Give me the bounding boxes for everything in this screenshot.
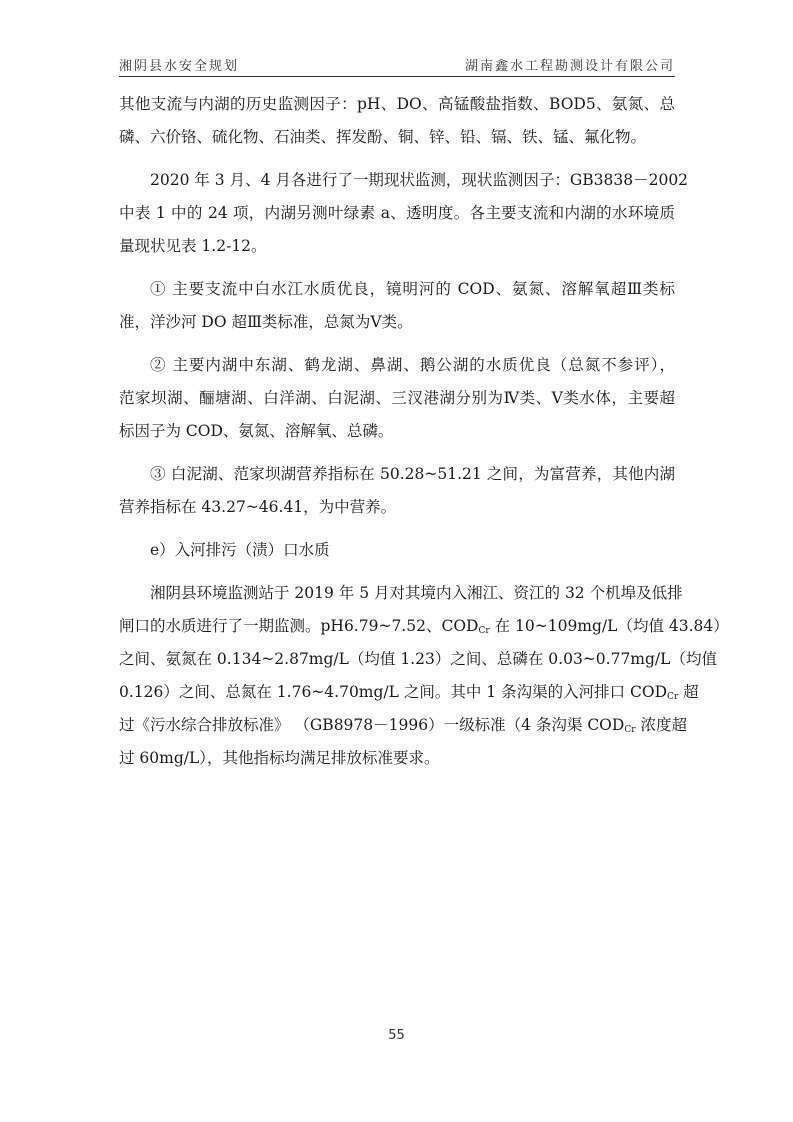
paragraph-outfall-monitoring bbox=[119, 577, 729, 775]
text-line: 量现状见表 1.2-12。 bbox=[119, 237, 267, 255]
page-header bbox=[119, 50, 675, 77]
text-line: 标因子为 COD、氨氮、溶解氧、总磷。 bbox=[119, 422, 394, 440]
paragraph-monitoring-factors bbox=[119, 88, 675, 154]
document-body bbox=[119, 88, 729, 775]
text-line: 过《污水综合排放标准》 （GB8978－1996）一级标准（4 条沟渠 $COD_{Cr}$ 浓度超 bbox=[119, 716, 687, 735]
text-line: 准，洋沙河 DO 超Ⅲ类标准，总氮为Ⅴ类。 bbox=[119, 313, 413, 331]
text-line: 中表 1 中的 24 项，内湖另测叶绿素 a、透明度。各主要支流和内湖的水环境质 bbox=[119, 204, 675, 222]
paragraph-item-2-inner-lakes bbox=[119, 349, 675, 448]
section-heading-outfall-water-quality bbox=[119, 534, 675, 567]
text-line: 0.126）之间、总氮在 1.76~4.70mg/L 之间。其中 1 条沟渠的入河排口 $COD_{Cr}$ 超 bbox=[119, 683, 699, 702]
text-line: 过 60mg/L），其他指标均满足排放标准要求。 bbox=[119, 749, 440, 767]
text-line: ② 主要内湖中东湖、鹤龙湖、鼻湖、鹅公湖的水质优良（总氮不参评）， bbox=[150, 356, 675, 374]
text-line: 营养指标在 43.27~46.41，为中营养。 bbox=[119, 498, 397, 516]
text-line: ① 主要支流中白水江水质优良，镜明河的 COD、氨氮、溶解氧超Ⅲ类标 bbox=[150, 280, 675, 298]
header-document-title: 湘阴县水安全规划 bbox=[119, 59, 240, 74]
text-line: 2020 年 3 月、4 月各进行了一期现状监测，现状监测因子：GB3838－2002 bbox=[150, 171, 689, 189]
text-line: 磷、六价铬、硫化物、石油类、挥发酚、铜、锌、铅、镉、铁、锰、氟化物。 bbox=[119, 128, 647, 146]
text-line: 闸口的水质进行了一期监测。pH6.79~7.52、$COD_{Cr}$ 在 10~109mg/L（均值 43.84） bbox=[119, 617, 729, 636]
section-heading: e）入河排污（渍）口水质 bbox=[150, 541, 330, 559]
text-line: 范家坝湖、酾塘湖、白洋湖、白泥湖、三汊港湖分别为Ⅳ类、Ⅴ类水体，主要超 bbox=[119, 389, 675, 407]
paragraph-item-1-tributaries bbox=[119, 273, 675, 339]
header-company-name: 湖南鑫水工程勘测设计有限公司 bbox=[464, 59, 675, 74]
text-line: 湘阴县环境监测站于 2019 年 5 月对其境内入湘江、资江的 32 个机埠及低排 bbox=[150, 584, 683, 602]
paragraph-item-3-nutrition-index bbox=[119, 458, 675, 524]
text-line: ③ 白泥湖、范家坝湖营养指标在 50.28~51.21 之间，为富营养，其他内湖 bbox=[150, 465, 675, 483]
text-line: 其他支流与内湖的历史监测因子：pH、DO、高锰酸盐指数、BOD5、氨氮、总 bbox=[119, 95, 676, 113]
text-line: 之间、氨氮在 0.134~2.87mg/L（均值 1.23）之间、总磷在 0.03~0.77mg/L（均值 bbox=[119, 650, 717, 668]
paragraph-current-monitoring bbox=[119, 164, 689, 263]
page-number: 55 bbox=[388, 1028, 405, 1043]
